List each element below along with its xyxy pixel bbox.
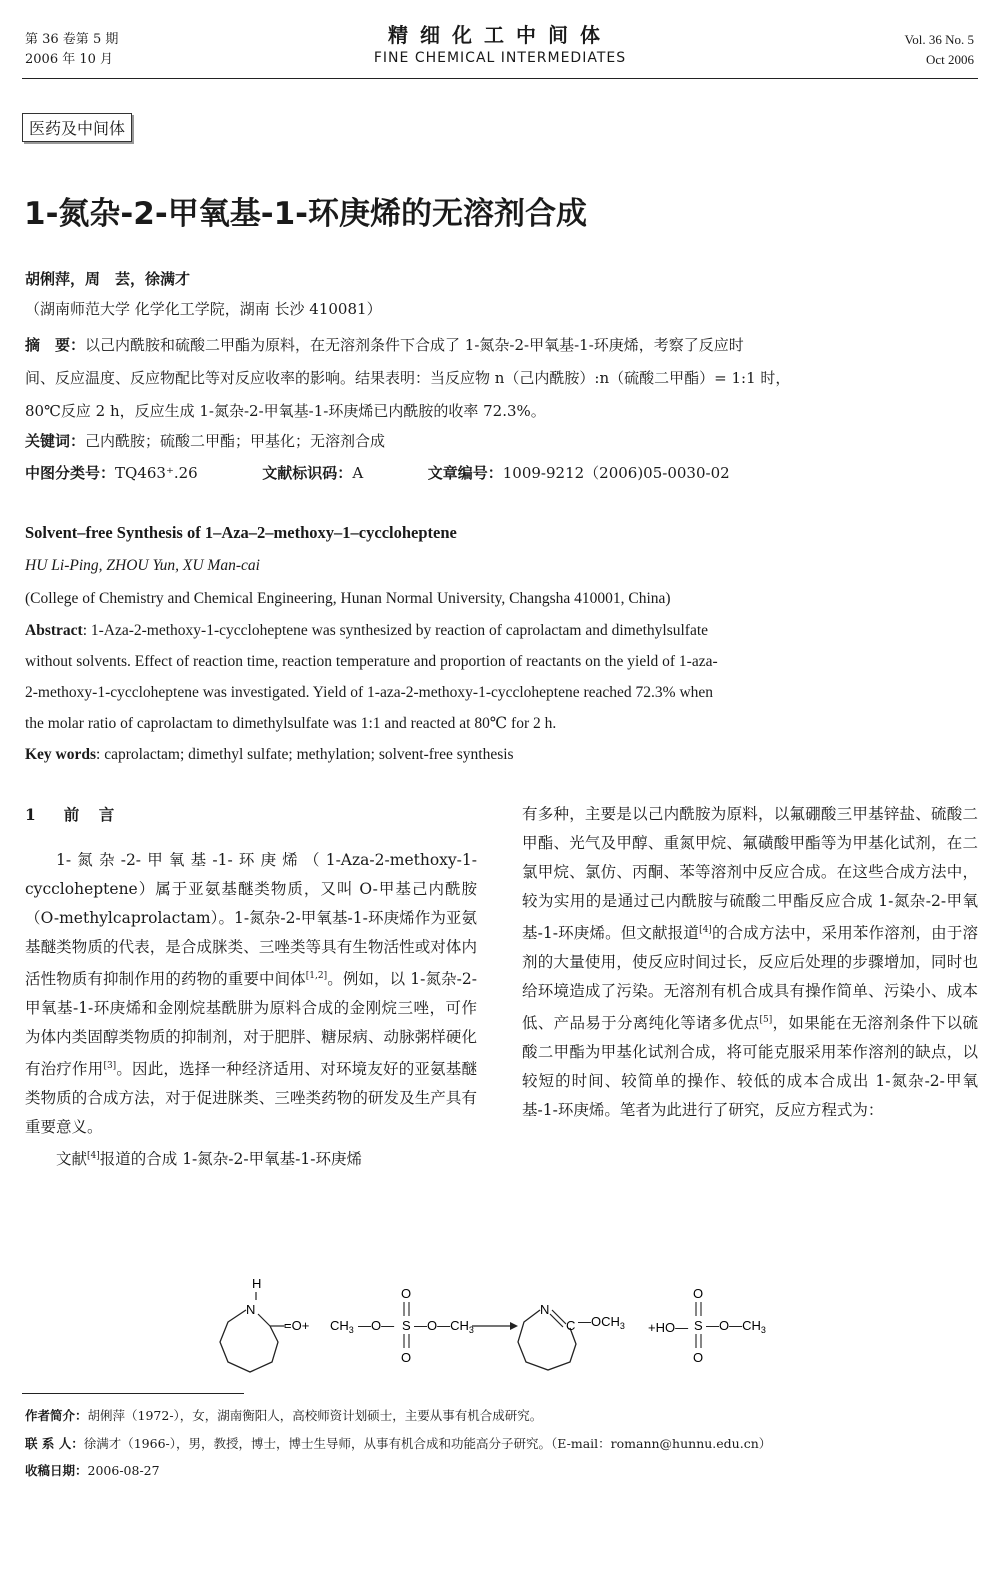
paragraph-text: 有多种，主要是以己内酰胺为原料，以氟硼酸三甲基锌盐、硫酸二甲酯、光气及甲醇、重氮甲烷、氟磺酸甲酯等为甲基化试剂，在二氯甲烷、氯仿、丙酮、苯等溶剂中反应合成。在这些合成方法中，较为实用的是通过己内酰胺与硫酸二甲酯反应合成 1-氮杂-2-甲氧基-1-环庚烯。但文献报道 <box>522 805 978 943</box>
english-abstract-line4: the molar ratio of caprolactam to dimethylsulfate was 1:1 and reacted at 80℃ for 2 h. <box>25 715 557 732</box>
english-keywords-text: : caprolactam; dimethyl sulfate; methylation; solvent-free synthesis <box>96 746 514 763</box>
footnote-author <box>25 1406 542 1426</box>
english-authors: HU Li-Ping, ZHOU Yun, XU Man-cai <box>25 557 260 574</box>
caprolactam-structure <box>220 1310 278 1372</box>
reaction-arrowhead <box>510 1322 518 1330</box>
footnote-rule <box>22 1393 244 1394</box>
article-title: 1-氮杂-2-甲氧基-1-环庚烯的无溶剂合成 <box>24 196 588 232</box>
clc-value: TQ463⁺.26 <box>115 464 198 482</box>
hydroxy-group: +HO— <box>648 1320 689 1335</box>
english-abstract-line1 <box>25 621 977 641</box>
atom-s2: S <box>694 1318 703 1333</box>
citation: [5] <box>759 1015 773 1026</box>
authors-cn: 胡俐萍，周 芸，徐满才 <box>25 270 191 288</box>
doc-code-label: 文献标识码： <box>262 464 353 482</box>
header-rule <box>22 78 978 79</box>
bond-nc <box>258 1314 270 1326</box>
english-abstract-line3: 2-methoxy-1-cyccloheptene was investigated. Yield of 1-aza-2-methoxy-1-cyccloheptene reached 72.3% when <box>25 684 714 701</box>
english-keywords <box>25 745 977 765</box>
ester-o-3: $—O—CH_3$ <box>706 1318 766 1335</box>
paragraph-text: 。因此，选择一种经济适用、对环境友好的亚氨基醚类物质的合成方法，对于促进脒类、三唑类药物的研发及生产具有重要意义。 <box>25 1060 477 1137</box>
classification-line <box>25 463 980 483</box>
issue-volume-cn: 第 36 卷第 5 期 <box>25 32 119 47</box>
journal-title-cn: 精细化工中间体 <box>388 23 612 47</box>
doc-code-value: A <box>352 464 364 482</box>
article-number-value: 1009-9212（2006)05-0030-02 <box>502 464 730 482</box>
abstract-cn-line1 <box>25 335 980 355</box>
abstract-cn-label: 摘 要： <box>25 336 86 354</box>
paragraph-intro-2 <box>25 1142 477 1174</box>
citation: [4] <box>87 1151 100 1162</box>
english-abstract-line2: without solvents. Effect of reaction time, reaction temperature and proportion of reactants on the yield of 1-aza- <box>25 653 718 670</box>
bond-n-c-a <box>552 1310 566 1324</box>
abstract-cn-line3: 80℃反应 2 h，反应生成 1-氮杂-2-甲氧基-1-环庚烯已内酰胺的收率 72.3%。 <box>25 402 546 420</box>
reaction-scheme <box>200 1270 800 1385</box>
issue-date-en: Oct 2006 <box>925 52 974 67</box>
sulfonyl-o-bottom: O <box>401 1350 412 1365</box>
methoxy-group: $—OCH_3$ <box>578 1314 625 1331</box>
footnote-contact-text: 徐满才（1966-），男，教授，博士，博士生导师，从事有机合成和功能高分子研究。（E-mail：romann@hunnu.edu.cn） <box>83 1436 772 1451</box>
ester-o-2: $—O—CH_3$ <box>414 1318 474 1335</box>
footnote-author-label: 作者简介： <box>25 1408 88 1423</box>
issue-date-cn: 2006 年 10 月 <box>25 52 114 67</box>
citation: [1,2] <box>305 971 328 981</box>
citation: [3] <box>103 1061 117 1072</box>
atom-c2: C <box>566 1318 576 1333</box>
footnote-received <box>25 1461 160 1481</box>
footnote-author-text: 胡俐萍（1972-），女，湖南衡阳人，高校师资计划硕士，主要从事有机合成研究。 <box>87 1408 543 1423</box>
issue-volume-en: Vol. 36 No. 5 <box>904 32 974 47</box>
sulfonyl-o-top: O <box>401 1286 412 1301</box>
section-heading <box>25 800 477 829</box>
footnote-contact-label: 联 系 人： <box>25 1436 84 1451</box>
paragraph-intro-1 <box>25 846 477 1142</box>
atom-n1: N <box>246 1302 256 1317</box>
english-keywords-label: Key words <box>25 746 97 763</box>
body-right-column <box>522 800 978 1125</box>
ester-o-1: —O— <box>358 1318 395 1333</box>
english-title: Solvent–free Synthesis of 1–Aza–2–methoxy–1–cyccloheptene <box>25 523 457 542</box>
english-abstract-label: Abstract <box>25 622 83 639</box>
keywords-cn <box>25 431 980 451</box>
section-title: 前 言 <box>63 805 117 824</box>
footnote-received-label: 收稿日期： <box>25 1463 88 1478</box>
english-abstract-text1: : 1-Aza-2-methoxy-1-cyccloheptene was synthesized by reaction of caprolactam and dimethylsulfate <box>82 622 709 639</box>
atom-h: H <box>252 1276 262 1291</box>
citation: [4] <box>699 925 712 935</box>
paragraph-text: ，如果能在无溶剂条件下以硫酸二甲酯为甲基化试剂合成，将可能克服采用苯作溶剂的缺点，以较短的时间、较简单的操作、较低的成本合成出 1-氮杂-2-甲氧基-1-环庚烯。笔者为此进行了研究，反应方程式为： <box>522 1014 978 1120</box>
methyl-1: $CH_3$ <box>330 1318 354 1335</box>
affiliation-cn: （湖南师范大学 化学化工学院，湖南 长沙 410081） <box>25 300 382 318</box>
keywords-cn-text: 己内酰胺；硫酸二甲酯；甲基化；无溶剂合成 <box>85 432 386 450</box>
atom-n2: N <box>540 1302 550 1317</box>
section-number: 1 <box>25 805 38 824</box>
paragraph-text: 1-氮杂-2-甲氧基-1-环庚烯（1-Aza-2-methoxy-1-cyccloheptene）属于亚氨基醚类物质，又叫 O-甲基己内酰胺（O-methylcaprolactam）。1-氮杂-2-甲氧基-1-环庚烯作为亚氨基醚类物质的代表，是合成脒类、三唑类等具有生物活性或对体内活性物质有抑制作用的药物的重要中间体 <box>25 851 477 989</box>
keywords-cn-label: 关键词： <box>25 432 86 450</box>
header-center <box>300 22 700 68</box>
paragraph-text: 文献 <box>56 1150 88 1169</box>
sulfonyl-o-bottom-2: O <box>693 1350 704 1365</box>
abstract-cn-text1: 以己内酰胺和硫酸二甲酯为原料，在无溶剂条件下合成了 1-氮杂-2-甲氧基-1-环庚烯，考察了反应时 <box>85 336 744 354</box>
journal-title-en: FINE CHEMICAL INTERMEDIATES <box>373 50 627 66</box>
atom-s1: S <box>402 1318 411 1333</box>
section-tag: 医药及中间体 <box>22 113 132 142</box>
carbonyl-plus: =O+ <box>284 1318 310 1333</box>
sulfonyl-o-top-2: O <box>693 1286 704 1301</box>
header-left <box>25 30 118 70</box>
abstract-cn-line2: 间、反应温度、反应物配比等对反应收率的影响。结果表明：当反应物 n（己内酰胺）:n（硫酸二甲酯）= 1:1 时， <box>25 369 791 387</box>
header-right <box>905 30 974 70</box>
footnote-received-text: 2006-08-27 <box>87 1463 160 1478</box>
english-affiliation: (College of Chemistry and Chemical Engineering, Hunan Normal University, Changsha 410001, China) <box>25 590 671 607</box>
bond-n-c-b <box>550 1314 563 1327</box>
footnote-contact <box>25 1434 771 1454</box>
clc-label: 中图分类号： <box>25 464 116 482</box>
paragraph-text: 的合成方法中，采用苯作溶剂，由于溶剂的大量使用，使反应时间过长，反应后处理的步骤增加，同时也给环境造成了污染。无溶剂有机合成具有操作简单、污染小、成本低、产品易于分离纯化等诸多优点 <box>522 924 978 1033</box>
paragraph-intro-2-continued <box>522 800 978 1125</box>
body-left-column <box>25 800 477 1174</box>
paragraph-text: 。例如，以 1-氮杂-2-甲氧基-1-环庚烯和金刚烷基酰肼为原料合成的金刚烷三唑，可作为体内类固醇类物质的抑制剂，对于肥胖、糖尿病、动脉粥样硬化有治疗作用 <box>25 970 477 1079</box>
paragraph-text: 报道的合成 1-氮杂-2-甲氧基-1-环庚烯 <box>99 1150 362 1169</box>
article-number-label: 文章编号： <box>427 464 503 482</box>
